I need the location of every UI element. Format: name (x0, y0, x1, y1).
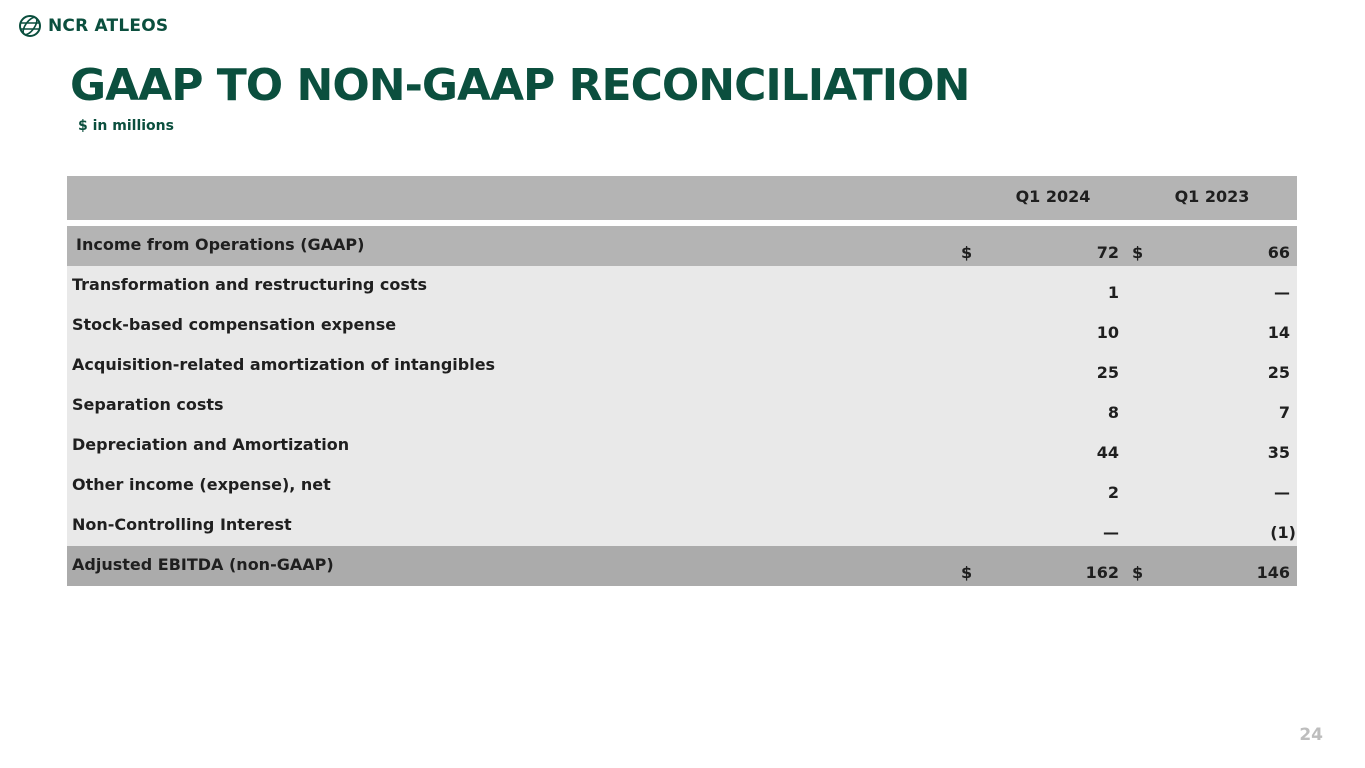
value-q1-2023: 66 (1267, 243, 1290, 262)
value-q1-2023: 14 (1267, 323, 1290, 342)
table-row (67, 346, 1297, 386)
table-row (67, 226, 1297, 266)
brand-name: NCR ATLEOS (48, 16, 169, 36)
value-q1-2023: 7 (1278, 403, 1290, 422)
page-title: GAAP TO NON-GAAP RECONCILIATION (70, 60, 970, 111)
currency-symbol: $ (1132, 563, 1144, 582)
value-q1-2024: 25 (1096, 363, 1119, 382)
row-label: Non-Controlling Interest (72, 515, 292, 534)
table-row (67, 266, 1297, 306)
column-header-q1-2023: Q1 2023 (1174, 187, 1250, 206)
row-label: Other income (expense), net (72, 475, 331, 494)
table-row (67, 426, 1297, 466)
table-row (67, 506, 1297, 546)
value-q1-2023: 35 (1267, 443, 1290, 462)
table-header (67, 176, 1297, 220)
row-label: Adjusted EBITDA (non-GAAP) (72, 555, 334, 574)
row-label: Stock-based compensation expense (72, 315, 397, 334)
globe-logo-icon (18, 14, 42, 38)
value-q1-2023: — (1274, 283, 1290, 302)
row-label: Separation costs (72, 395, 224, 414)
table-row-total (67, 546, 1297, 586)
row-label: Depreciation and Amortization (72, 435, 350, 454)
value-q1-2023: (1) (1270, 523, 1296, 542)
currency-symbol: $ (961, 243, 973, 262)
value-q1-2024: 162 (1085, 563, 1119, 582)
column-header-q1-2024: Q1 2024 (1015, 187, 1091, 206)
value-q1-2023: 25 (1267, 363, 1290, 382)
value-q1-2024: 10 (1096, 323, 1119, 342)
value-q1-2023: 146 (1256, 563, 1290, 582)
row-label: Acquisition-related amortization of intangibles (72, 355, 496, 374)
currency-symbol: $ (1132, 243, 1144, 262)
page-subtitle: $ in millions (78, 118, 174, 134)
row-label: Transformation and restructuring costs (72, 275, 428, 294)
value-q1-2024: 72 (1096, 243, 1119, 262)
value-q1-2024: 8 (1107, 403, 1119, 422)
value-q1-2024: 2 (1107, 483, 1119, 502)
value-q1-2024: 44 (1096, 443, 1119, 462)
reconciliation-table (67, 176, 1297, 586)
value-q1-2024: — (1103, 523, 1119, 542)
value-q1-2023: — (1274, 483, 1290, 502)
brand-logo (18, 14, 168, 38)
currency-symbol: $ (961, 563, 973, 582)
table-row (67, 386, 1297, 426)
value-q1-2024: 1 (1107, 283, 1119, 302)
row-label: Income from Operations (GAAP) (76, 235, 365, 254)
table-row (67, 306, 1297, 346)
table-row (67, 466, 1297, 506)
page-number: 24 (1299, 725, 1323, 745)
